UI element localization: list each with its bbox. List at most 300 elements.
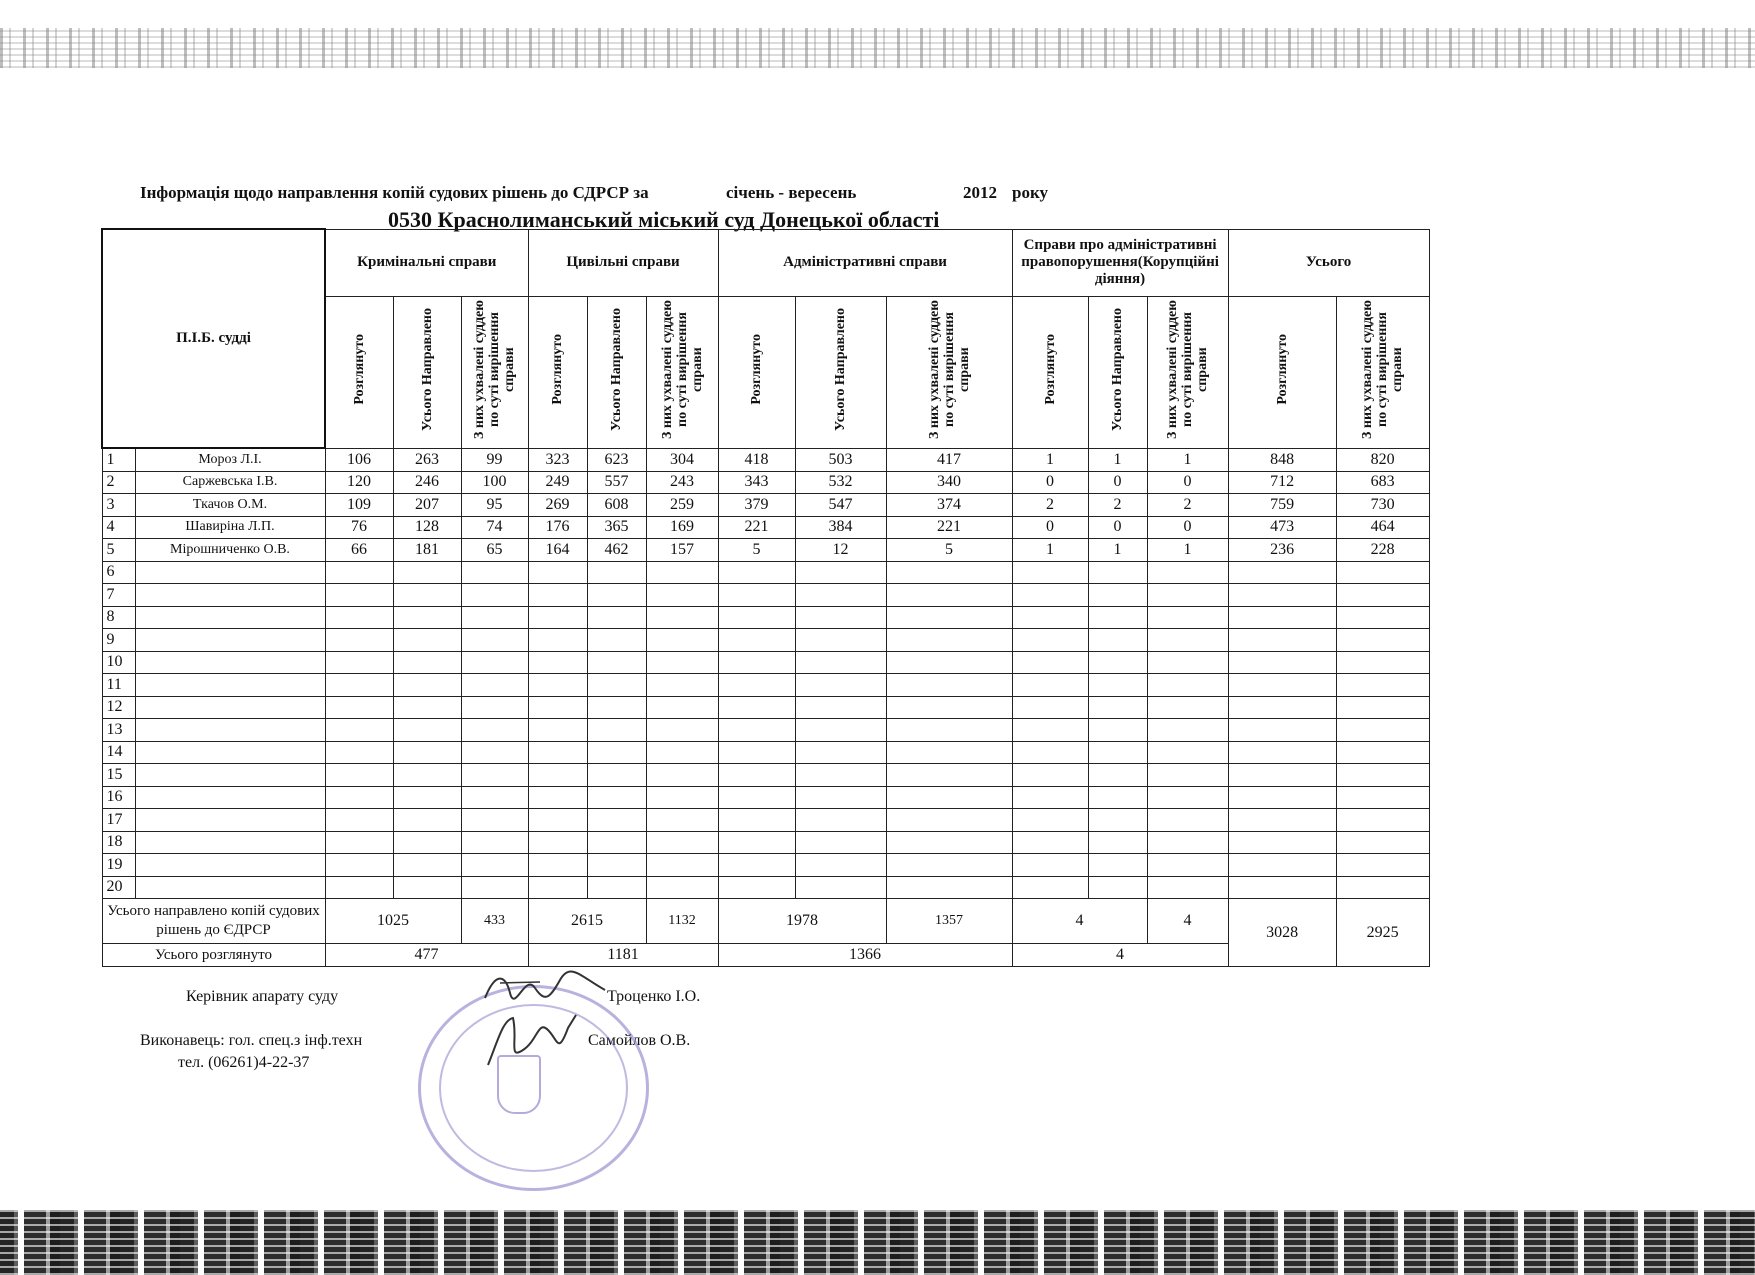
- table-cell: [718, 719, 795, 742]
- table-cell: 1: [1147, 448, 1228, 471]
- table-cell: [393, 809, 461, 832]
- row-number: 18: [102, 831, 135, 854]
- table-cell: [528, 674, 587, 697]
- table-cell: [1012, 674, 1088, 697]
- table-cell: 379: [718, 494, 795, 517]
- row-number: 16: [102, 786, 135, 809]
- table-cell: [795, 764, 886, 787]
- report-title: Інформація щодо направлення копій судових рішень до СДРСР за: [140, 183, 649, 202]
- table-cell: [325, 831, 393, 854]
- table-cell: [1088, 561, 1147, 584]
- table-cell: [886, 854, 1012, 877]
- table-cell: 100: [461, 471, 528, 494]
- table-cell: [1147, 719, 1228, 742]
- judge-name: Мороз Л.І.: [135, 448, 325, 471]
- table-cell: 12: [795, 539, 886, 562]
- table-cell: [718, 629, 795, 652]
- table-cell: [1336, 651, 1429, 674]
- table-cell: 418: [718, 448, 795, 471]
- total-reviewed-label: Усього розглянуто: [102, 944, 325, 967]
- scan-noise-bottom: [0, 1210, 1755, 1275]
- table-cell: [587, 584, 646, 607]
- table-cell: [1088, 584, 1147, 607]
- table-cell: 259: [646, 494, 718, 517]
- total-criminal-sent: 1025: [325, 899, 461, 944]
- row-number: 6: [102, 561, 135, 584]
- table-cell: [646, 831, 718, 854]
- table-cell: [461, 561, 528, 584]
- table-cell: [886, 719, 1012, 742]
- total-admin-reviewed: 1366: [718, 944, 1012, 967]
- table-cell: 228: [1336, 539, 1429, 562]
- table-cell: [1012, 561, 1088, 584]
- table-cell: [587, 561, 646, 584]
- table-row: [102, 876, 1429, 899]
- table-row: [102, 539, 1429, 562]
- table-cell: [393, 764, 461, 787]
- table-cell: [1147, 674, 1228, 697]
- table-cell: [528, 786, 587, 809]
- judge-name: [135, 606, 325, 629]
- table-cell: [528, 764, 587, 787]
- table-cell: [1088, 741, 1147, 764]
- table-cell: [718, 651, 795, 674]
- table-cell: [718, 696, 795, 719]
- table-cell: [718, 854, 795, 877]
- row-number: 13: [102, 719, 135, 742]
- table-cell: [461, 876, 528, 899]
- row-number: 15: [102, 764, 135, 787]
- judge-name: [135, 854, 325, 877]
- judge-name: [135, 809, 325, 832]
- table-cell: [587, 809, 646, 832]
- table-cell: [1088, 674, 1147, 697]
- table-cell: 66: [325, 539, 393, 562]
- table-cell: [795, 606, 886, 629]
- table-cell: [528, 629, 587, 652]
- table-cell: [393, 561, 461, 584]
- table-cell: 95: [461, 494, 528, 517]
- table-cell: [646, 719, 718, 742]
- judge-name: [135, 741, 325, 764]
- table-cell: [1147, 786, 1228, 809]
- table-cell: [393, 584, 461, 607]
- report-year: 2012: [963, 183, 997, 202]
- table-cell: [886, 786, 1012, 809]
- table-cell: [393, 876, 461, 899]
- table-cell: [1336, 674, 1429, 697]
- table-cell: 384: [795, 516, 886, 539]
- group-administrative: Адміністративні справи: [718, 229, 1012, 296]
- table-cell: [393, 606, 461, 629]
- sub-header-reviewed: Розглянуто: [528, 296, 587, 448]
- table-cell: 0: [1012, 471, 1088, 494]
- table-cell: [1228, 786, 1336, 809]
- table-cell: [1336, 719, 1429, 742]
- row-number: 19: [102, 854, 135, 877]
- table-cell: [646, 561, 718, 584]
- table-cell: 712: [1228, 471, 1336, 494]
- table-cell: [587, 854, 646, 877]
- total-sent-row: [102, 899, 1429, 944]
- table-row: [102, 854, 1429, 877]
- table-cell: [1228, 674, 1336, 697]
- table-cell: [646, 741, 718, 764]
- row-number: 9: [102, 629, 135, 652]
- table-cell: [1088, 719, 1147, 742]
- table-cell: [718, 741, 795, 764]
- table-cell: [795, 741, 886, 764]
- table-cell: 374: [886, 494, 1012, 517]
- table-cell: [1012, 876, 1088, 899]
- table-cell: [325, 876, 393, 899]
- table-cell: 1: [1012, 539, 1088, 562]
- table-cell: [587, 719, 646, 742]
- table-cell: [393, 696, 461, 719]
- table-cell: 221: [718, 516, 795, 539]
- table-cell: [587, 606, 646, 629]
- table-cell: [1228, 854, 1336, 877]
- table-cell: [1088, 854, 1147, 877]
- total-sent-label: Усього направлено копій судових рішень до ЄДРСР: [102, 899, 325, 944]
- table-cell: [1147, 741, 1228, 764]
- table-cell: 623: [587, 448, 646, 471]
- table-cell: 0: [1147, 516, 1228, 539]
- table-cell: [1228, 629, 1336, 652]
- table-cell: [795, 674, 886, 697]
- sub-header-reviewed: Розглянуто: [1012, 296, 1088, 448]
- table-cell: [325, 606, 393, 629]
- table-cell: 2: [1147, 494, 1228, 517]
- table-cell: [393, 629, 461, 652]
- row-number: 14: [102, 741, 135, 764]
- table-cell: 608: [587, 494, 646, 517]
- table-cell: [1012, 719, 1088, 742]
- court-name: 0530 Краснолиманський міський суд Донецької області: [388, 207, 940, 232]
- table-row: [102, 516, 1429, 539]
- table-cell: 106: [325, 448, 393, 471]
- row-number: 12: [102, 696, 135, 719]
- table-cell: [1336, 606, 1429, 629]
- table-row: [102, 651, 1429, 674]
- table-row: [102, 809, 1429, 832]
- judge-name: [135, 584, 325, 607]
- table-cell: [528, 741, 587, 764]
- judge-name: [135, 876, 325, 899]
- table-cell: 181: [393, 539, 461, 562]
- table-cell: 759: [1228, 494, 1336, 517]
- executor-name: Самойлов О.В.: [588, 1032, 691, 1049]
- judge-rows: [102, 448, 1429, 899]
- table-cell: [528, 606, 587, 629]
- table-cell: 0: [1012, 516, 1088, 539]
- total-criminal-reviewed: 477: [325, 944, 528, 967]
- table-cell: [325, 854, 393, 877]
- table-cell: [1336, 696, 1429, 719]
- table-row: [102, 741, 1429, 764]
- row-number: 7: [102, 584, 135, 607]
- table-cell: [1012, 606, 1088, 629]
- table-cell: [1088, 809, 1147, 832]
- table-cell: [886, 741, 1012, 764]
- table-row: [102, 561, 1429, 584]
- total-civil-reviewed: 1181: [528, 944, 718, 967]
- table-cell: [1012, 741, 1088, 764]
- table-cell: [1147, 606, 1228, 629]
- table-cell: [1228, 584, 1336, 607]
- table-cell: 417: [886, 448, 1012, 471]
- sub-header-sent: Усього Направлено: [1088, 296, 1147, 448]
- table-cell: [1336, 876, 1429, 899]
- table-cell: [646, 651, 718, 674]
- table-cell: [886, 831, 1012, 854]
- table-row: [102, 606, 1429, 629]
- table-cell: [1336, 831, 1429, 854]
- table-cell: [1147, 764, 1228, 787]
- table-cell: 169: [646, 516, 718, 539]
- row-number: 4: [102, 516, 135, 539]
- row-number: 20: [102, 876, 135, 899]
- judge-name: [135, 786, 325, 809]
- table-cell: [1088, 629, 1147, 652]
- table-cell: [718, 584, 795, 607]
- row-number: 10: [102, 651, 135, 674]
- table-cell: [325, 764, 393, 787]
- table-cell: [718, 876, 795, 899]
- table-row: [102, 629, 1429, 652]
- table-cell: 0: [1088, 516, 1147, 539]
- table-cell: [795, 719, 886, 742]
- table-cell: [1336, 629, 1429, 652]
- row-number: 1: [102, 448, 135, 471]
- table-cell: 503: [795, 448, 886, 471]
- table-cell: [528, 696, 587, 719]
- table-row: [102, 494, 1429, 517]
- table-cell: [886, 809, 1012, 832]
- table-cell: 2: [1012, 494, 1088, 517]
- table-cell: [1147, 696, 1228, 719]
- row-number: 3: [102, 494, 135, 517]
- sub-header-sent: Усього Направлено: [587, 296, 646, 448]
- judge-name: [135, 651, 325, 674]
- row-number: 5: [102, 539, 135, 562]
- table-cell: [393, 831, 461, 854]
- total-admin-decided: 1357: [886, 899, 1012, 944]
- table-cell: [886, 584, 1012, 607]
- table-cell: 243: [646, 471, 718, 494]
- table-cell: 730: [1336, 494, 1429, 517]
- table-cell: [461, 696, 528, 719]
- sub-header-reviewed: Розглянуто: [718, 296, 795, 448]
- table-cell: [795, 629, 886, 652]
- table-cell: [1336, 809, 1429, 832]
- table-cell: [393, 786, 461, 809]
- table-cell: [461, 831, 528, 854]
- table-cell: 547: [795, 494, 886, 517]
- table-cell: [1147, 809, 1228, 832]
- table-cell: 343: [718, 471, 795, 494]
- table-cell: [1012, 809, 1088, 832]
- table-cell: 1: [1088, 539, 1147, 562]
- table-cell: [1088, 786, 1147, 809]
- table-cell: [587, 831, 646, 854]
- table-cell: 176: [528, 516, 587, 539]
- table-cell: [325, 629, 393, 652]
- table-cell: 120: [325, 471, 393, 494]
- table-cell: [528, 561, 587, 584]
- table-cell: [795, 786, 886, 809]
- table-cell: [1012, 764, 1088, 787]
- table-cell: [795, 696, 886, 719]
- table-cell: [528, 651, 587, 674]
- table-cell: [1088, 876, 1147, 899]
- table-cell: [646, 764, 718, 787]
- executor-phone: тел. (06261)4-22-37: [178, 1054, 310, 1071]
- total-corruption-reviewed: 4: [1012, 944, 1228, 967]
- row-number: 2: [102, 471, 135, 494]
- table-cell: [587, 741, 646, 764]
- table-cell: [646, 674, 718, 697]
- judge-name: Саржевська І.В.: [135, 471, 325, 494]
- table-row: [102, 696, 1429, 719]
- table-cell: 0: [1147, 471, 1228, 494]
- table-cell: [1228, 561, 1336, 584]
- table-cell: [528, 809, 587, 832]
- table-cell: [325, 719, 393, 742]
- table-cell: [587, 764, 646, 787]
- executor-title: Виконавець: гол. спец.з інф.техн: [140, 1032, 363, 1049]
- judge-name: [135, 561, 325, 584]
- table-cell: 340: [886, 471, 1012, 494]
- table-cell: [718, 764, 795, 787]
- table-cell: [1147, 651, 1228, 674]
- total-corruption-decided: 4: [1147, 899, 1228, 944]
- row-number: 11: [102, 674, 135, 697]
- table-cell: 532: [795, 471, 886, 494]
- sub-header-decided: З них ухвалені суддею по суті вирішення справи: [1336, 296, 1429, 448]
- table-cell: [393, 651, 461, 674]
- table-cell: [1228, 651, 1336, 674]
- table-cell: [646, 606, 718, 629]
- table-cell: [325, 696, 393, 719]
- table-cell: [1012, 786, 1088, 809]
- table-cell: [587, 696, 646, 719]
- table-cell: [1228, 831, 1336, 854]
- table-cell: [1012, 584, 1088, 607]
- total-civil-sent: 2615: [528, 899, 646, 944]
- table-cell: 263: [393, 448, 461, 471]
- table-cell: 848: [1228, 448, 1336, 471]
- table-cell: [1088, 606, 1147, 629]
- table-cell: [528, 584, 587, 607]
- table-cell: [325, 674, 393, 697]
- table-cell: [795, 876, 886, 899]
- table-cell: 76: [325, 516, 393, 539]
- table-cell: [587, 629, 646, 652]
- table-row: [102, 831, 1429, 854]
- table-cell: 65: [461, 539, 528, 562]
- signature-executor: [478, 1010, 588, 1070]
- table-cell: [1228, 606, 1336, 629]
- table-cell: 207: [393, 494, 461, 517]
- table-cell: [461, 764, 528, 787]
- table-cell: 1: [1088, 448, 1147, 471]
- table-cell: [325, 651, 393, 674]
- table-cell: [795, 809, 886, 832]
- judge-name: Шавиріна Л.П.: [135, 516, 325, 539]
- table-row: [102, 448, 1429, 471]
- table-cell: [718, 561, 795, 584]
- table-cell: [1336, 561, 1429, 584]
- sub-header-sent: Усього Направлено: [795, 296, 886, 448]
- table-cell: [1088, 696, 1147, 719]
- table-cell: [1228, 876, 1336, 899]
- table-cell: [461, 629, 528, 652]
- table-cell: [1228, 741, 1336, 764]
- table-cell: 1: [1012, 448, 1088, 471]
- table-cell: [1336, 741, 1429, 764]
- table-cell: [1228, 809, 1336, 832]
- row-number: 17: [102, 809, 135, 832]
- judge-name: [135, 719, 325, 742]
- table-cell: [718, 809, 795, 832]
- table-cell: [1088, 831, 1147, 854]
- table-cell: [1147, 854, 1228, 877]
- table-cell: [325, 786, 393, 809]
- signature-head: [480, 968, 610, 1008]
- table-cell: [528, 719, 587, 742]
- table-cell: [325, 741, 393, 764]
- table-cell: [528, 831, 587, 854]
- table-row: [102, 719, 1429, 742]
- sub-header-reviewed: Розглянуто: [1228, 296, 1336, 448]
- judge-name: [135, 764, 325, 787]
- table-cell: [1088, 764, 1147, 787]
- table-cell: [1336, 854, 1429, 877]
- scan-noise-top: [0, 28, 1755, 68]
- judge-name-header: П.І.Б. судді: [102, 229, 325, 448]
- table-cell: [646, 629, 718, 652]
- table-cell: [1228, 696, 1336, 719]
- grand-total-reviewed: 3028: [1228, 899, 1336, 967]
- table-cell: [461, 809, 528, 832]
- judge-name: [135, 629, 325, 652]
- table-cell: [461, 719, 528, 742]
- table-cell: 683: [1336, 471, 1429, 494]
- table-cell: 157: [646, 539, 718, 562]
- table-cell: [1012, 854, 1088, 877]
- table-cell: [795, 561, 886, 584]
- table-cell: 99: [461, 448, 528, 471]
- table-cell: [587, 651, 646, 674]
- table-cell: 249: [528, 471, 587, 494]
- table-cell: 246: [393, 471, 461, 494]
- table-cell: [718, 674, 795, 697]
- table-cell: 0: [1088, 471, 1147, 494]
- table-cell: 221: [886, 516, 1012, 539]
- table-cell: 1: [1147, 539, 1228, 562]
- table-cell: 109: [325, 494, 393, 517]
- table-row: [102, 584, 1429, 607]
- sub-header-sent: Усього Направлено: [393, 296, 461, 448]
- table-cell: [795, 854, 886, 877]
- table-cell: [461, 651, 528, 674]
- table-cell: [393, 719, 461, 742]
- table-cell: 365: [587, 516, 646, 539]
- table-cell: 462: [587, 539, 646, 562]
- table-cell: 269: [528, 494, 587, 517]
- table-cell: 128: [393, 516, 461, 539]
